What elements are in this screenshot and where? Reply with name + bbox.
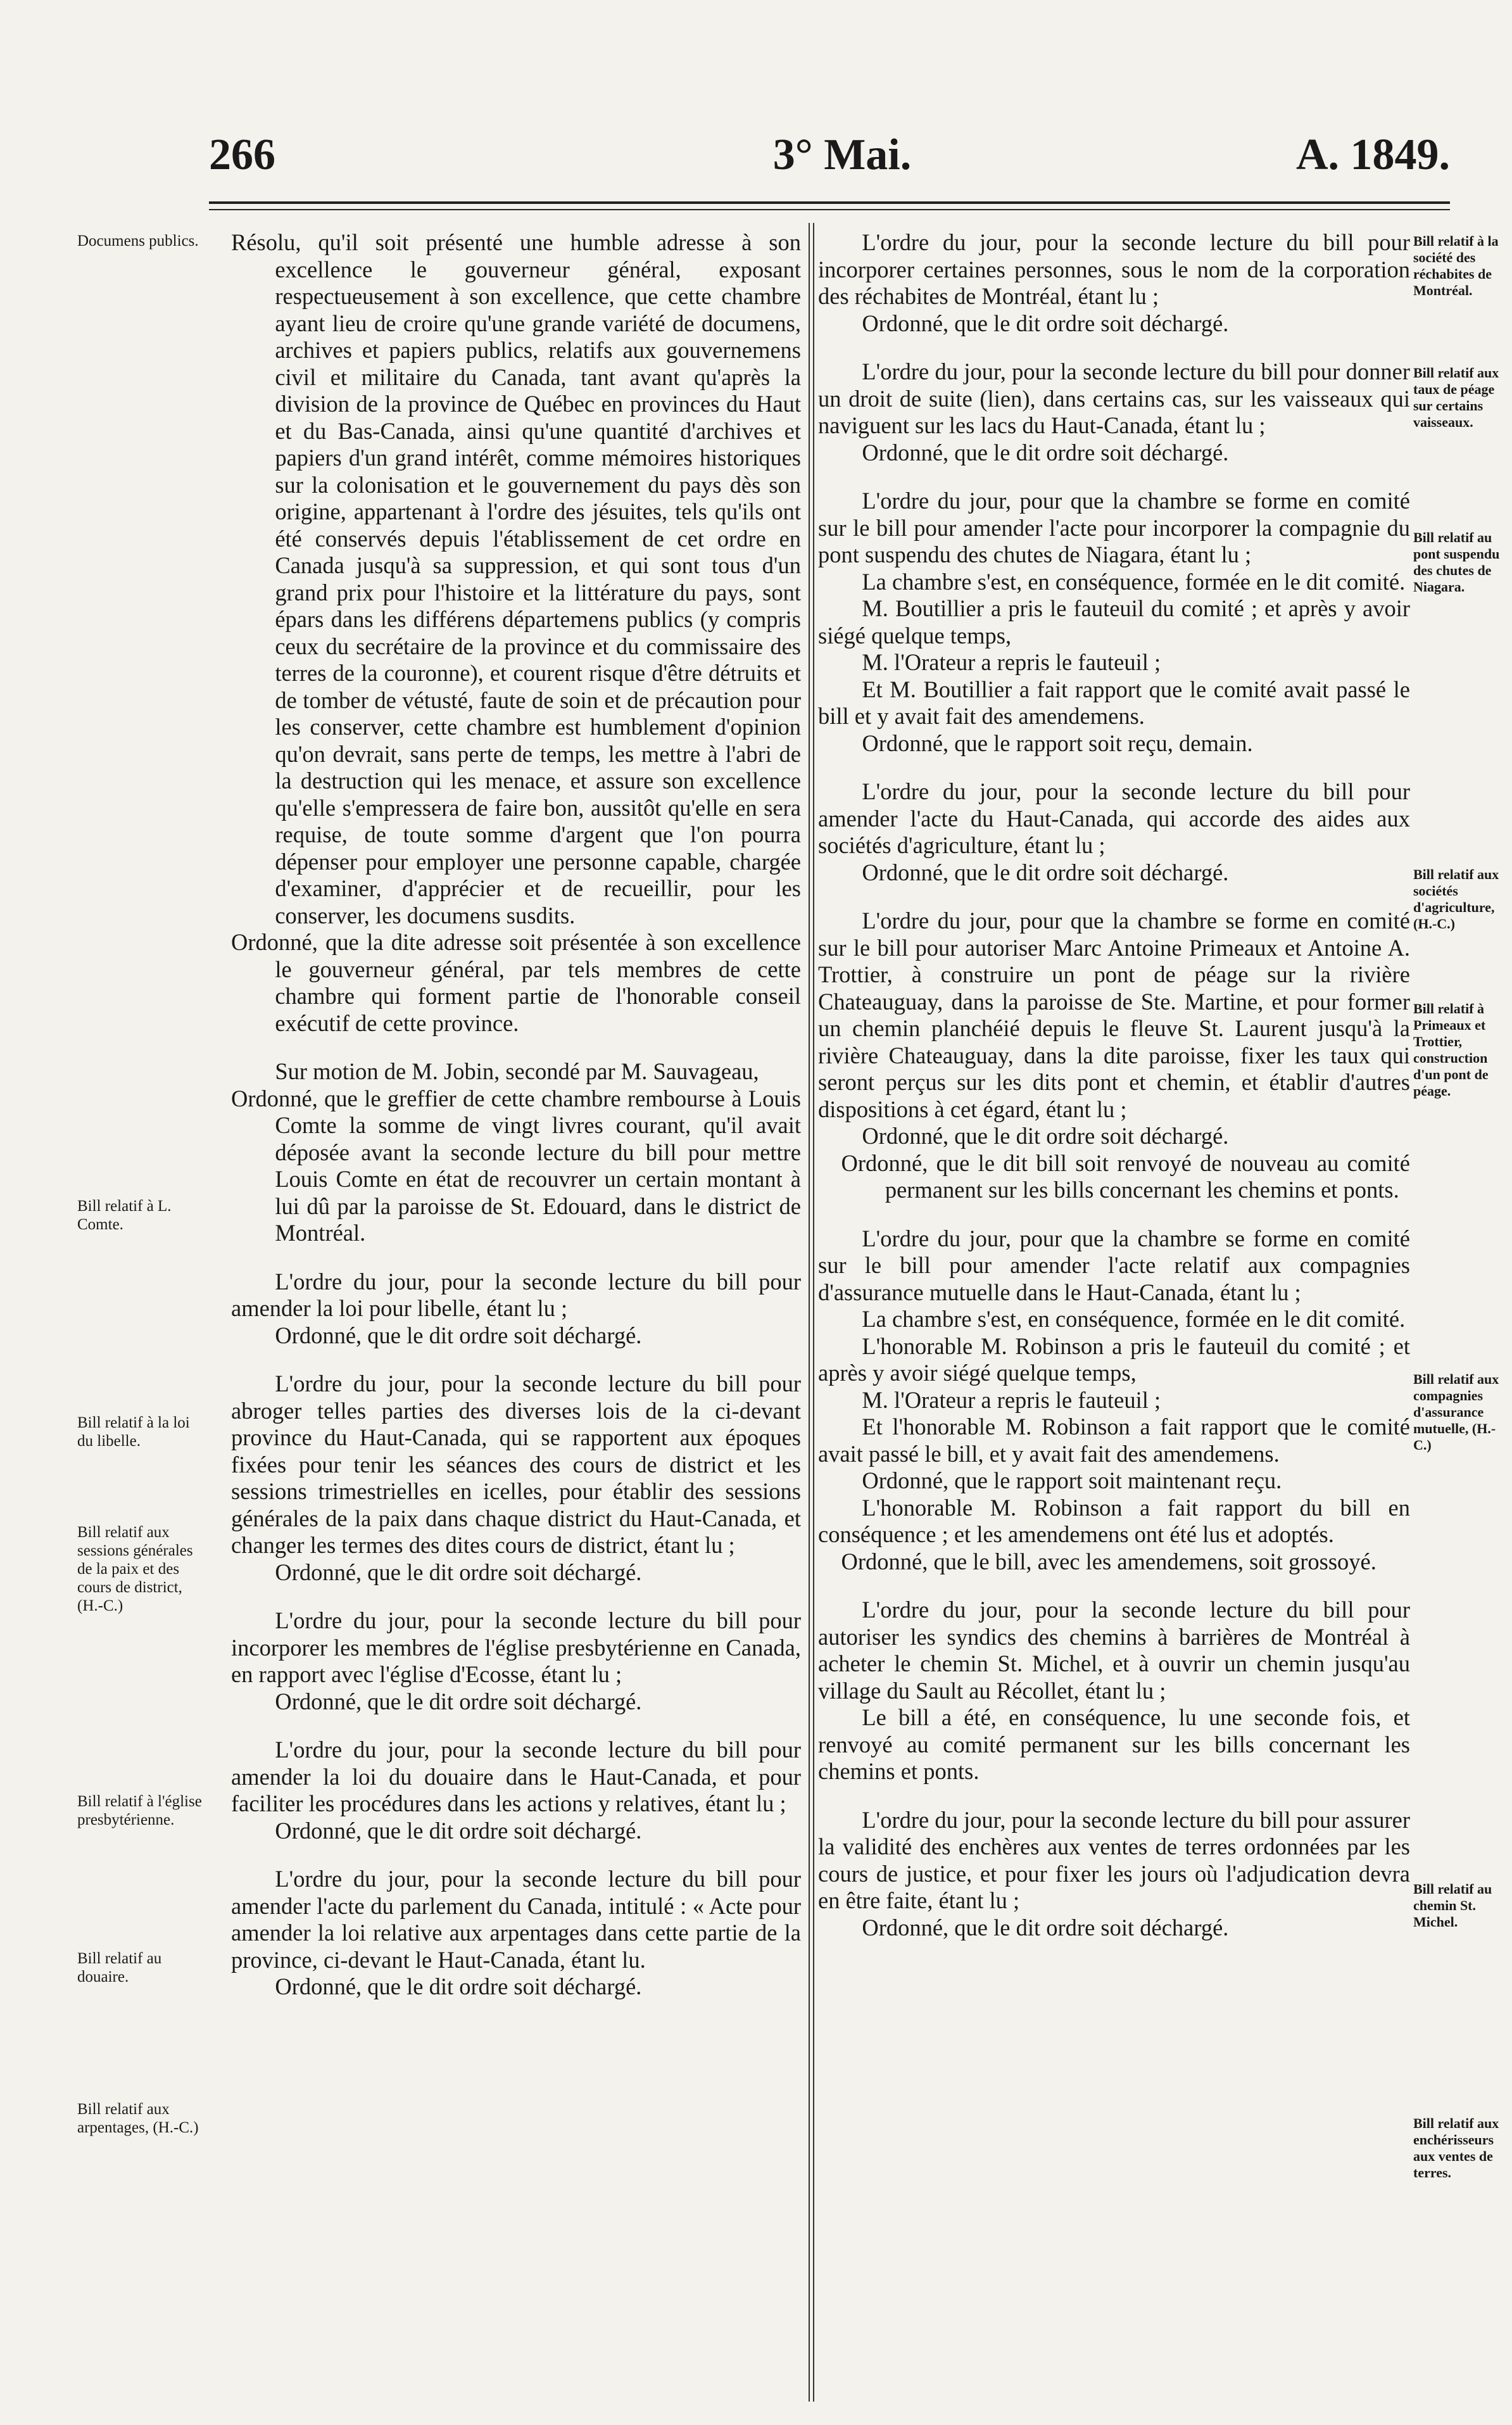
order-of-day-paragraph: L'ordre du jour, pour la seconde lecture du bill pour amender la loi pour libelle, étant lu ;: [231, 1268, 801, 1321]
right-column: [818, 229, 1410, 1963]
margin-note: Bill relatif aux enchérisseurs aux ventes de terres.: [1413, 2115, 1499, 2181]
entry-assurance-mutuelle: [818, 1225, 1410, 1576]
order-of-day-paragraph: L'ordre du jour, pour la seconde lecture du bill pour autoriser les syndics des chemins à barrières de Montréal à acheter le chemin St. Michel, et à ouvrir un chemin jusqu'au village du Sault au Récollet, étant lu ;: [818, 1597, 1410, 1704]
entry-encheres: [818, 1807, 1410, 1942]
header-rule-thick: [209, 201, 1450, 204]
report-paragraph: Et l'honorable M. Robinson a fait rapport que le comité avait passé le bill, et y avait fait des amendemens.: [818, 1414, 1410, 1467]
entry-arpentages: [231, 1866, 801, 2001]
order-paragraph: Ordonné, que le dit ordre soit déchargé.: [275, 1688, 642, 1714]
margin-note: Bill relatif aux sessions générales de la paix et des cours de district, (H.-C.): [77, 1524, 193, 1614]
header-rule-thin: [209, 209, 1450, 210]
order-paragraph: Ordonné, que le bill, avec les amendemens, soit grossoyé.: [841, 1548, 1377, 1574]
entry-douaire: [231, 1737, 801, 1844]
report-paragraph: L'honorable M. Robinson a fait rapport du bill en conséquence ; et les amendemens ont été lus et adoptés.: [818, 1494, 1410, 1547]
speaker-paragraph: M. l'Orateur a repris le fauteuil ;: [862, 1386, 1161, 1413]
order-paragraph: Ordonné, que la dite adresse soit présentée à son excellence le gouverneur général, par tels membres de cette chambre qui forment partie de l'honorable conseil exécutif de cette province.: [231, 929, 801, 1036]
order-of-day-paragraph: L'ordre du jour, pour la seconde lecture du bill pour abroger telles parties des diverses lois de la ci-devant province du Haut-Canada, qui se rapportent aux époques fixées pour tenir les séances des cours de district et les sessions trimestrielles en icelles, pour établir des sessions générales de la paix dans chaque district du Haut-Canada, et changer les termes des dites cours de district, étant lu ;: [231, 1371, 801, 1558]
entry-libelle: [231, 1269, 801, 1350]
entry-sessions-generales: [231, 1371, 801, 1586]
margin-note: Documens publics.: [77, 232, 199, 250]
margin-note: Bill relatif aux arpentages, (H.-C.): [77, 2101, 199, 2136]
speaker-paragraph: M. l'Orateur a repris le fauteuil ;: [862, 649, 1161, 675]
entry-agriculture: [818, 778, 1410, 886]
order-paragraph: Ordonné, que le greffier de cette chambre rembourse à Louis Comte la somme de vingt livres courant, qu'il avait déposée avant la seconde lecture du bill pour mettre Louis Comte en état de recouvrer un certain montant à lui dû par la paroisse de St. Edouard, dans le district de Montréal.: [231, 1085, 801, 1246]
order-paragraph: Ordonné, que le dit ordre soit déchargé.: [862, 1123, 1229, 1149]
order-of-day-paragraph: L'ordre du jour, pour la seconde lecture du bill pour amender l'acte du parlement du Canada, intitulé : « Acte pour amender la loi relative aux arpentages dans cette partie de la province, ci-devant le Haut-Canada, étant lu.: [231, 1866, 801, 1973]
entry-vaisseaux: [818, 358, 1410, 466]
margin-note: Bill relatif à L. Comte.: [77, 1198, 172, 1233]
order-paragraph: Ordonné, que le dit ordre soit déchargé.: [862, 859, 1229, 885]
entry-rechabites: [818, 229, 1410, 337]
order-paragraph: Ordonné, que le rapport soit reçu, demain.: [862, 730, 1253, 756]
entry-louis-comte: [231, 1058, 801, 1247]
margin-note: Bill relatif aux taux de péage sur certains vaisseaux.: [1413, 365, 1499, 430]
margin-note: Bill relatif au chemin St. Michel.: [1413, 1881, 1492, 1930]
motion-paragraph: Sur motion de M. Jobin, secondé par M. Sauvageau,: [275, 1058, 759, 1084]
committee-paragraph: La chambre s'est, en conséquence, formée en le dit comité.: [862, 1306, 1406, 1332]
margin-note: Bill relatif au pont suspendu des chutes de Niagara.: [1413, 529, 1500, 595]
margin-note: Bill relatif aux compagnies d'assurance mutuelle, (H.-C.): [1413, 1371, 1499, 1453]
column-separator: [809, 223, 814, 2402]
order-of-day-paragraph: L'ordre du jour, pour que la chambre se forme en comité sur le bill pour amender l'acte relatif aux compagnies d'assurance mutuelle dans le Haut-Canada, étant lu ;: [818, 1225, 1410, 1305]
order-of-day-paragraph: L'ordre du jour, pour la seconde lecture du bill pour incorporer les membres de l'église presbytérienne en Canada, en rapport avec l'église d'Ecosse, étant lu ;: [231, 1607, 801, 1687]
order-paragraph: Ordonné, que le dit ordre soit déchargé.: [275, 1817, 642, 1844]
order-of-day-paragraph: L'ordre du jour, pour la seconde lecture du bill pour donner un droit de suite (lien), dans certains cas, sur les vaisseaux qui naviguent sur les lacs du Haut-Canada, étant lu ;: [818, 358, 1410, 438]
running-year: A. 1849.: [1295, 130, 1450, 179]
margin-note: Bill relatif à la loi du libelle.: [77, 1414, 190, 1450]
entry-pont-niagara: [818, 488, 1410, 757]
left-column: [231, 229, 801, 2022]
order-of-day-paragraph: L'ordre du jour, pour que la chambre se forme en comité sur le bill pour amender l'acte pour incorporer la compagnie du pont suspendu des chutes de Niagara, étant lu ;: [818, 488, 1410, 567]
margin-note: Bill relatif au douaire.: [77, 1950, 162, 1985]
running-date: 3° Mai.: [772, 130, 912, 179]
referral-paragraph: Ordonné, que le dit bill soit renvoyé de nouveau au comité permanent sur les bills concernant les chemins et ponts.: [841, 1149, 1410, 1203]
margin-note: Bill relatif à l'église presbytérienne.: [77, 1793, 202, 1828]
page-number: 266: [209, 130, 275, 179]
committee-paragraph: La chambre s'est, en conséquence, formée en le dit comité.: [862, 568, 1406, 595]
report-paragraph: Et M. Boutillier a fait rapport que le comité avait passé le bill et y avait fait des amendemens.: [818, 676, 1410, 729]
order-paragraph: Ordonné, que le dit ordre soit déchargé.: [275, 1559, 642, 1585]
order-of-day-paragraph: L'ordre du jour, pour la seconde lecture du bill pour amender la loi du douaire dans le Haut-Canada, et pour faciliter les procédures dans les actions y relatives, étant lu ;: [231, 1737, 801, 1816]
order-paragraph: Ordonné, que le rapport soit maintenant reçu.: [862, 1467, 1282, 1493]
chair-paragraph: M. Boutillier a pris le fauteuil du comité ; et après y avoir siégé quelque temps,: [818, 595, 1410, 649]
reading-paragraph: Le bill a été, en conséquence, lu une seconde fois, et renvoyé au comité permanent sur les bills concernant les chemins et ponts.: [818, 1704, 1410, 1784]
order-of-day-paragraph: L'ordre du jour, pour la seconde lecture du bill pour assurer la validité des enchères aux ventes de terres ordonnées par les cours de justice, et pour fixer les jours où l'adjudication devra en être faite, étant lu ;: [818, 1806, 1410, 1913]
order-of-day-paragraph: L'ordre du jour, pour la seconde lecture du bill pour amender l'acte du Haut-Canada, qui accorde des aides aux sociétés d'agriculture, étant lu ;: [818, 778, 1410, 858]
entry-chemin-st-michel: [818, 1597, 1410, 1785]
order-of-day-paragraph: L'ordre du jour, pour que la chambre se forme en comité sur le bill pour autoriser Marc Antoine Primeaux et Antoine A. Trottier, à construire un pont de péage sur la rivière Chateauguay, dans la paroisse de Ste. Martine, et pour former un chemin planchéié depuis le fleuve St. Laurent jusqu'à la rivière Chateauguay, dans la dite paroisse, fixer les taux qui seront perçus sur les dits pont et chemin, et établir d'autres dispositions à cet égard, étant lu ;: [818, 908, 1410, 1122]
entry-eglise-presbyterienne: [231, 1607, 801, 1715]
resolution-paragraph: Résolu, qu'il soit présenté une humble adresse à son excellence le gouverneur général, exposant respectueusement à son excellence, que cette chambre ayant lieu de croire qu'une grande variété de documens, archives et papiers publics, relatifs aux gouvernemens civil et militaire du Canada, tant avant qu'après la division de la province de Québec en provinces du Haut et du Bas-Canada, ainsi qu'une quantité d'archives et papiers d'un grand intérêt, comme mémoires historiques sur la colonisation et le gouvernement du pays dès son origine, appartenant à l'ordre des jésuites, tels qu'ils ont été conservés depuis l'établissement de cet ordre en Canada jusqu'à sa suppression, et qui sont tous d'un grand prix pour l'histoire et la littérature du pays, sont épars dans les différens départemens publics (y compris ceux du secrétaire de la province et du commissaire des terres de la couronne), et courent risque d'être détruits et de tomber de vétusté, faute de soin et de précaution pour les conserver, cette chambre est humblement d'opinion qu'on devrait, sans perte de temps, les mettre à l'abri de la destruction qui les menace, et assure son excellence qu'elle s'empressera de faire bon, aussitôt qu'elle en sera requise, de toute somme d'argent que l'on pourra dépenser pour employer une personne capable, chargée d'examiner, d'apprécier et de recueillir, pour les conserver, les documens susdits.: [231, 229, 801, 928]
entry-primeaux-trottier: [818, 908, 1410, 1204]
order-of-day-paragraph: L'ordre du jour, pour la seconde lecture du bill pour incorporer certaines personnes, sous le nom de la corporation des réchabites de Montréal, étant lu ;: [818, 229, 1410, 309]
page-header: [209, 130, 1450, 187]
chair-paragraph: L'honorable M. Robinson a pris le fauteuil du comité ; et après y avoir siégé quelque temps,: [818, 1333, 1410, 1386]
order-paragraph: Ordonné, que le dit ordre soit déchargé.: [275, 1973, 642, 1999]
margin-note: Bill relatif aux sociétés d'agriculture, (H.-C.): [1413, 866, 1499, 932]
order-paragraph: Ordonné, que le dit ordre soit déchargé.: [862, 310, 1229, 336]
order-paragraph: Ordonné, que le dit ordre soit déchargé.: [275, 1322, 642, 1348]
margin-note: Bill relatif à Primeaux et Trottier, construction d'un pont de péage.: [1413, 1001, 1489, 1099]
entry-documens-publics: [231, 229, 801, 1037]
order-paragraph: Ordonné, que le dit ordre soit déchargé.: [862, 439, 1229, 465]
margin-note: Bill relatif à la société des réchabites de Montréal.: [1413, 233, 1499, 298]
order-paragraph: Ordonné, que le dit ordre soit déchargé.: [862, 1914, 1229, 1941]
